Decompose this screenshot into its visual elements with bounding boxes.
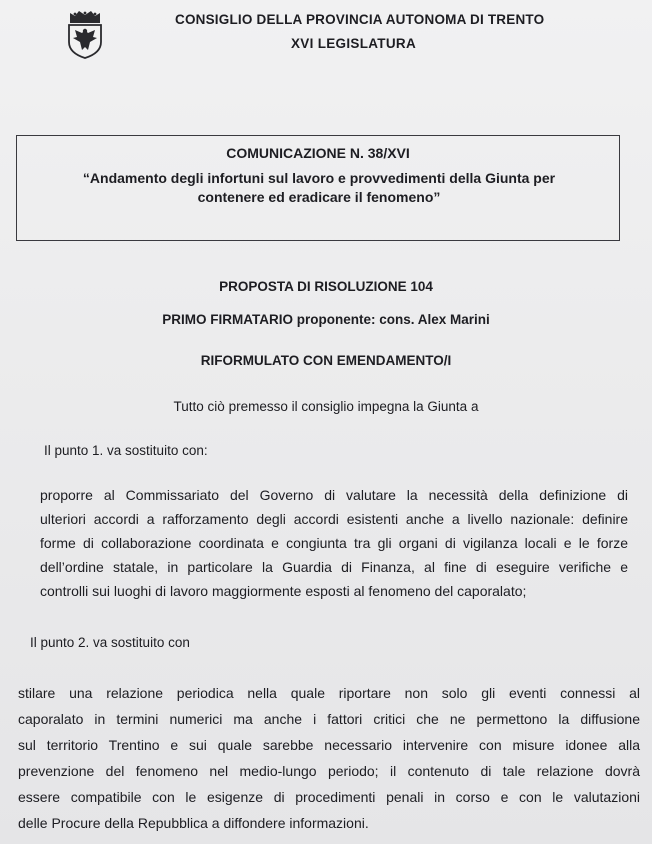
intro-text: Tutto ciò premesso il consiglio impegna la Giunta a	[173, 399, 479, 414]
point-2-line: essere compatibile con le esigenze di procedimenti penali in corso e con le valutazioni	[18, 789, 640, 805]
resolution-heading: PROPOSTA DI RISOLUZIONE 104	[219, 279, 433, 294]
point-2-line: prevenzione del fenomeno nel medio-lungo periodo; il contenuto di tale relazione dovrà	[18, 763, 640, 779]
point-2-line: stilare una relazione periodica nella quale riportare non solo gli eventi connessi al	[18, 685, 640, 701]
point-1-line: ulteriori accordi a rafforzamento degli accordi esistenti anche a livello nazionale: definire	[40, 511, 628, 527]
communication-box	[16, 135, 620, 241]
point-1-line: controlli sui luoghi di lavoro maggiormente esposti al fenomeno del caporalato;	[40, 583, 527, 599]
point-1-line: forme di collaborazione coordinata e congiunta tra gli organi di vigilanza locali e le forze	[40, 535, 628, 551]
institution-name: CONSIGLIO DELLA PROVINCIA AUTONOMA DI TRENTO	[175, 12, 545, 27]
point-1-text	[40, 483, 628, 603]
coat-of-arms-eagle-icon	[62, 8, 108, 60]
point-2-label: Il punto 2. va sostituito con	[30, 635, 190, 650]
point-2-line: caporalato in termini numerici ma anche i fattori critici che ne permettono la diffusione	[18, 711, 640, 727]
legislature-label: XVI LEGISLATURA	[291, 36, 417, 51]
point-2-line: delle Procure della Repubblica a diffondere informazioni.	[18, 815, 369, 831]
first-signatory: PRIMO FIRMATARIO proponente: cons. Alex Marini	[162, 312, 490, 327]
communication-title-line: contenere ed eradicare il fenomeno”	[197, 189, 441, 205]
communication-number: COMUNICAZIONE N. 38/XVI	[226, 145, 410, 161]
point-1-line: proporre al Commissariato del Governo di valutare la necessità della definizione di	[40, 487, 628, 503]
reformulated-heading: RIFORMULATO CON EMENDAMENTO/I	[200, 353, 452, 368]
point-1-label: Il punto 1. va sostituito con:	[44, 443, 208, 458]
point-2-text	[18, 680, 640, 836]
communication-title	[23, 169, 615, 207]
point-2-line: sul territorio Trentino e sui quale sarebbe necessario intervenire con misure idonee alla	[18, 737, 640, 753]
point-1-line: dell’ordine statale, in particolare la Guardia di Finanza, al fine di eseguire verifiche e	[40, 559, 628, 575]
communication-title-line: “Andamento degli infortuni sul lavoro e provvedimenti della Giunta per	[82, 170, 556, 186]
